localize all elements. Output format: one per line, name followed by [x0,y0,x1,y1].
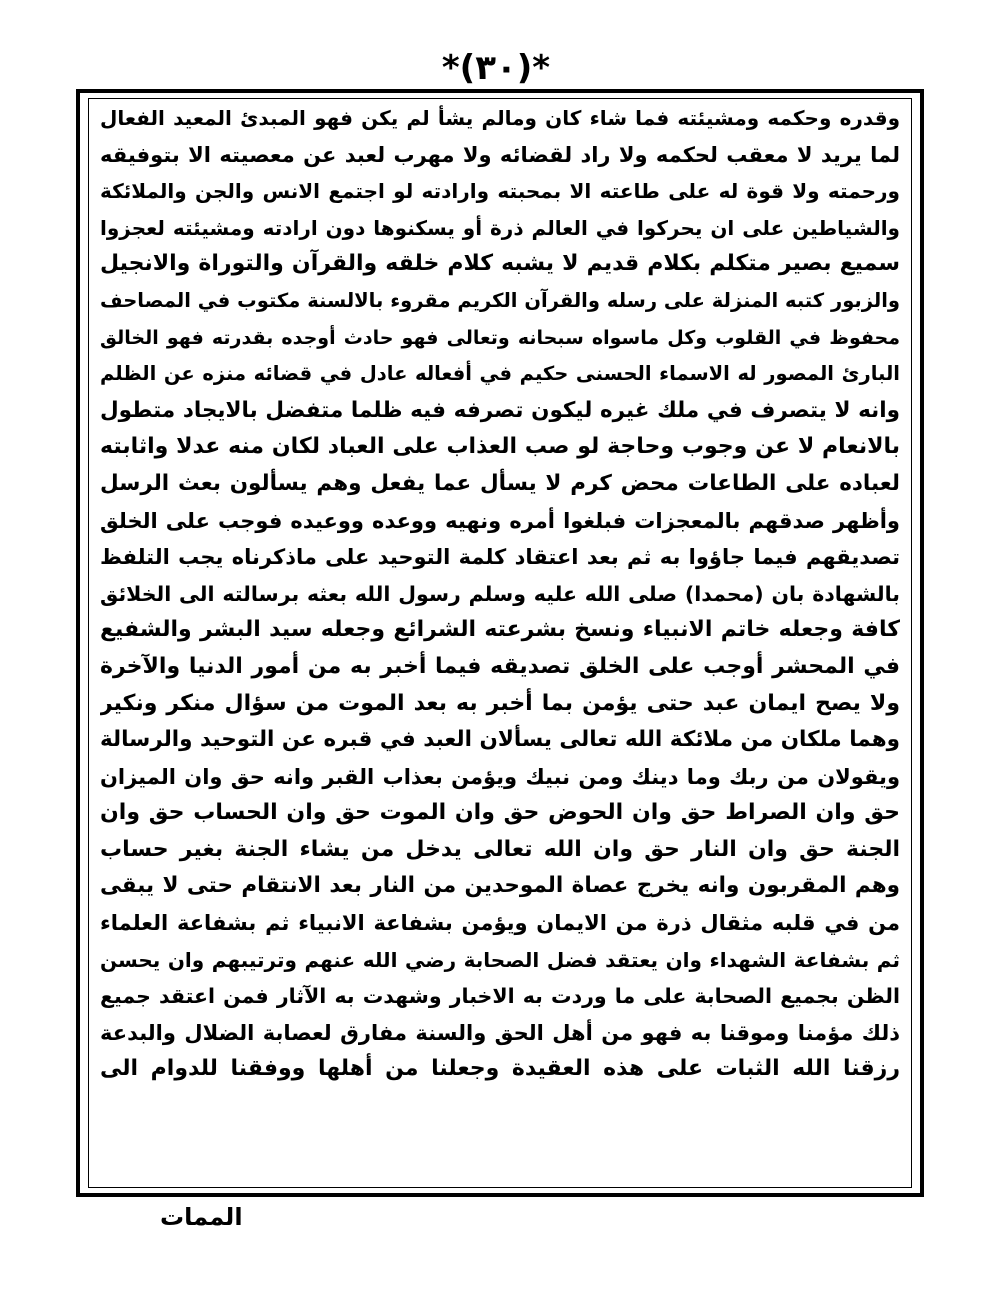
text-line: والزبور كتبه المنزلة على رسله والقرآن الكريم مقروء بالالسنة مكتوب في المصاحف [100,288,900,312]
text-line: وقدره وحكمه ومشيئته فما شاء كان ومالم يشأ لم يكن فهو المبدئ المعيد الفعال [100,106,900,130]
text-line: ورحمته ولا قوة له على طاعته الا بمحبته وارادته لو اجتمع الانس والجن والملائكة [100,179,900,204]
text-line: في المحشر أوجب على الخلق تصديقه فيما أخبر به من أمور الدنيا والآخرة [100,653,900,679]
text-line: كافة وجعله خاتم الانبياء ونسخ بشرعته الشرائع وجعله سيد البشر والشفيع [100,617,900,643]
text-line: حق وان الصراط حق وان الحوض حق وان الموت حق وان الحساب حق وان [100,800,900,826]
text-line: لعباده على الطاعات محض كرم لا يسأل عما يفعل وهم يسألون بعث الرسل [100,470,900,496]
catchword: الممات [160,1203,243,1231]
text-line: وأظهر صدقهم بالمعجزات فبلغوا أمره ونهيه ووعده ووعيده فوجب على الخلق [100,508,900,533]
text-line: بالانعام لا عن وجوب وحاجة لو صب العذاب على العباد لكان منه عدلا واثابته [100,434,900,460]
text-line: والشياطين على ان يحركوا في العالم ذرة أو يسكنوها دون ارادته ومشيئته لعجزوا [100,215,900,240]
text-line: من في قلبه مثقال ذرة من الايمان ويؤمن بشفاعة الانبياء ثم بشفاعة العلماء [100,911,900,936]
text-line: الجنة حق وان النار حق وان الله تعالى يدخل من يشاء الجنة بغير حساب [100,836,900,862]
text-line: الظن بجميع الصحابة على ما وردت به الاخبار وشهدت به الآثار فمن اعتقد جميع [100,984,900,1009]
text-line: بالشهادة بان (محمدا) صلى الله عليه وسلم رسول الله بعثه برسالته الى الخلائق [100,581,900,606]
page-number: *(٣٠)* [441,48,551,88]
text-line: وهما ملكان من ملائكة الله تعالى يسألان العبد في قبره عن التوحيد والرسالة [100,727,900,753]
text-line: البارئ المصور له الاسماء الحسنى حكيم في أفعاله عادل في قضائه منزه عن الظلم [100,362,900,386]
text-line: ولا يصح ايمان عبد حتى يؤمن بما أخبر به بعد الموت من سؤال منكر ونكير [100,690,900,716]
text-line: تصديقهم فيما جاؤوا به ثم بعد اعتقاد كلمة التوحيد على ماذكرناه يجب التلفظ [100,545,900,570]
text-line: ذلك مؤمنا وموقنا به فهو من أهل الحق والسنة مفارق لعصابة الضلال والبدعة [100,1020,900,1045]
text-line: وانه لا يتصرف في ملك غيره ليكون تصرفه فيه ظلما متفضل بالايجاد متطول [100,397,900,423]
text-line: سميع بصير متكلم بكلام قديم لا يشبه كلام خلقه والقرآن والتوراة والانجيل [100,251,900,277]
text-line: محفوظ في القلوب وكل ماسواه سبحانه وتعالى فهو حادث أوجده بقدرته فهو الخالق [100,326,900,349]
text-line: ثم بشفاعة الشهداء وان يعتقد فضل الصحابة رضي الله عنهم وترتيبهم وان يحسن [100,947,900,972]
text-line: وهم المقربون وانه يخرج عصاة الموحدين من النار بعد الانتقام حتى لا يبقى [100,873,900,899]
text-line: ويقولان من ربك وما دينك ومن نبيك ويؤمن بعذاب القبر وانه حق وان الميزان [100,764,900,789]
text-line: رزقنا الله الثبات على هذه العقيدة وجعلنا من أهلها ووفقنا للدوام الى [100,1056,900,1082]
text-line: لما يريد لا معقب لحكمه ولا راد لقضائه ولا مهرب لعبد عن معصيته الا بتوفيقه [100,142,900,167]
text-body [100,100,900,1180]
